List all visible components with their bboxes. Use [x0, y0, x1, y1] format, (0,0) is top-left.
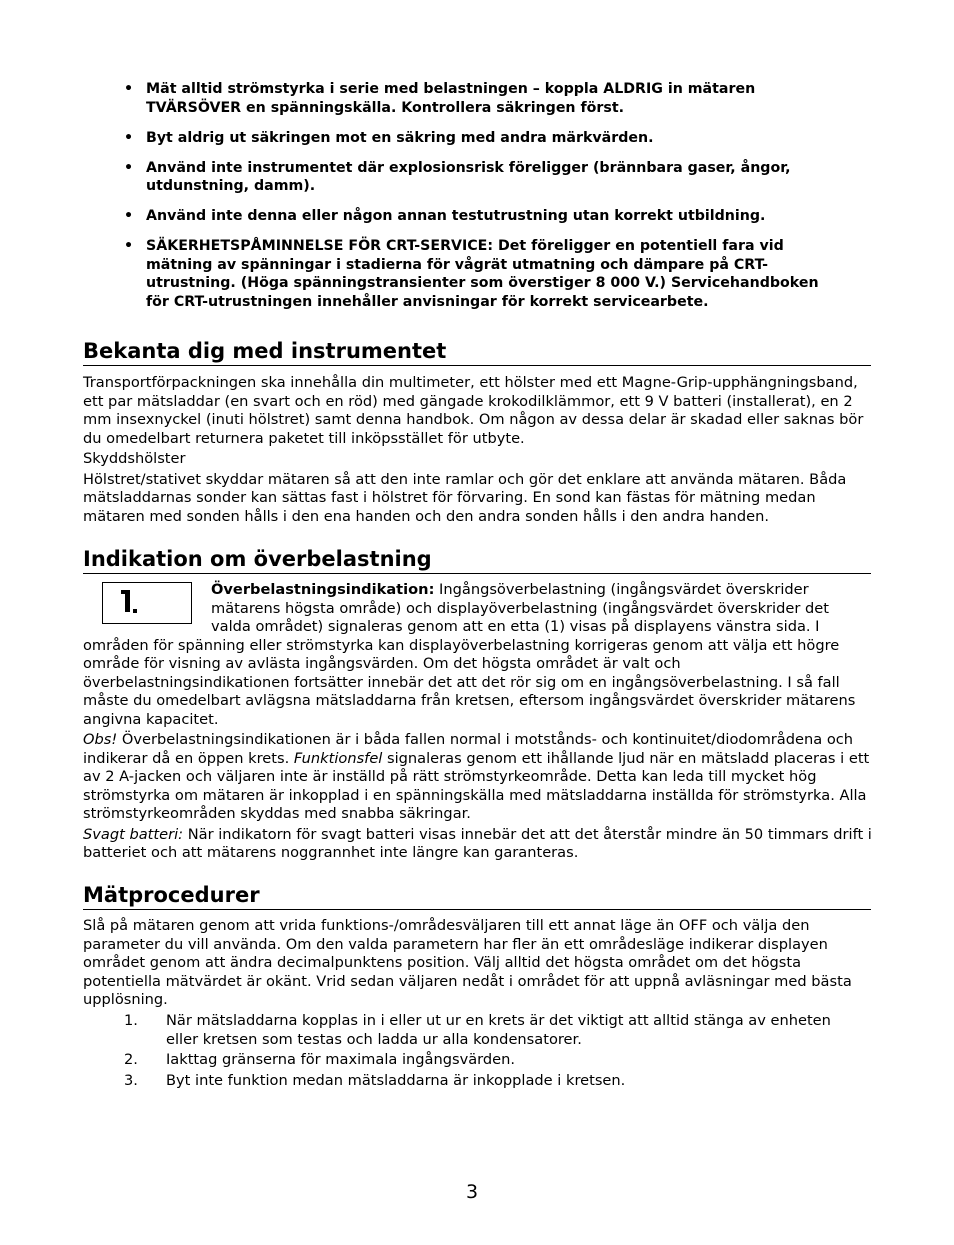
paragraph-overload: Överbelastningsindikation: Ingångsöverbelastning (ingångsvärdet överskrider mätarens högsta område) och displayöverbelastning (ingångsvärdet överskrider det valda området) signaleras genom att en etta (1) visas på displayens vänstra sida. I områden för spänning eller strömstyrka kan displayöverbelastning korrigeras genom att välja ett högre område för visning av avlästa ingångsvärden. Om det högsta området är valt och överbelastningsindikationen fortsätter innebär det att det rör sig om en ingångsöverbelastning. I så fall måste du omedelbart avlägsna mätsladdarna från kretsen, eftersom ingångsvärdet överskrider mätarens angivna kapacitet.: [83, 581, 856, 728]
section-heading-instrument: Bekanta dig med instrumentet: [83, 338, 871, 366]
paragraph-low-battery: Svagt batteri: När indikatorn för svagt batteri visas innebär det att det återstår mindre än 50 timmars drift i batteriet och att mätarens noggrannhet inte längre kan garanteras.: [83, 825, 872, 861]
safety-bullet-list: [124, 80, 844, 323]
safety-bullet: • Använd inte instrumentet där explosionsrisk föreligger (brännbara gaser, ångor, utdunstning, damm).: [124, 159, 791, 194]
procedure-step: 3. Byt inte funktion medan mätsladdarna är inkopplade i kretsen.: [124, 1071, 626, 1089]
section-body-procedures: [83, 917, 873, 1010]
bullet-symbol: •: [124, 159, 134, 176]
procedure-step: 2. Iakttag gränserna för maximala ingångsvärden.: [124, 1051, 516, 1068]
bullet-symbol: •: [124, 208, 134, 224]
section-heading-overload: Indikation om överbelastning: [83, 546, 871, 574]
subheading-holster: Skyddshölster: [83, 450, 186, 467]
procedure-step-list: [124, 1012, 864, 1092]
section-heading-procedures: Mätprocedurer: [83, 882, 871, 910]
procedure-step: 1. När mätsladdarna kopplas in i eller ut ur en krets är det viktigt att alltid stänga av enheten eller kretsen som testas och ladda ur alla kondensatorer.: [124, 1012, 831, 1048]
section-body-overload: [83, 581, 873, 863]
step-number: 2.: [124, 1051, 138, 1068]
section-body-instrument: [83, 374, 873, 526]
malfunction-label: Funktionsfel: [293, 749, 383, 767]
paragraph-package-contents: Transportförpackningen ska innehålla din multimeter, ett hölster med ett Magne-Grip-upphängningsband, ett par mätsladdar (en svart och en röd) med gängade krokodilklämmor, ett 9 V batteri (installerat), en 2 mm insexnyckel (inuti hölstret) samt denna handbok. Om någon av dessa delar är skadad eller saknas bör du omedelbart returnera paketet till inköpsstället för utbyte.: [83, 374, 864, 447]
safety-bullet: • Mät alltid strömstyrka i serie med belastningen – koppla ALDRIG in mätaren TVÄRSÖVER en spänningskälla. Kontrollera säkringen först.: [124, 81, 756, 116]
safety-bullet: • Använd inte denna eller någon annan testutrustning utan korrekt utbildning.: [124, 208, 766, 224]
step-number: 3.: [124, 1071, 138, 1089]
note-label: Obs!: [83, 731, 118, 748]
low-battery-label: Svagt batteri:: [83, 825, 184, 843]
page-number: 3: [466, 1181, 479, 1203]
step-number: 1.: [124, 1012, 138, 1029]
paragraph-note: Obs! Överbelastningsindikationen är i båda fallen normal i motstånds- och kontinuitet/diodområdena och indikerar då en öppen krets. Funktionsfel signaleras genom ett ihållande ljud när en mätsladd placeras i ett av 2 A-jacken och väljaren inte är inställd på rätt strömstyrkeområde. Detta kan leda till mycket hög strömstyrka om mätaren är inkopplad i en spänningskälla med mätsladdarna inställda för strömstyrka. Alla strömstyrkeområden skyddas med snabba säkringar.: [83, 731, 870, 822]
bullet-symbol: •: [124, 129, 134, 146]
overload-lead-label: Överbelastningsindikation:: [211, 581, 435, 598]
safety-bullet: • SÄKERHETSPÅMINNELSE FÖR CRT-SERVICE: Det föreligger en potentiell fara vid mätning av spänningar i stadierna för vågrät utmatning och dämpare på CRT-utrustning. (Höga spänningstransienter som överstiger 8 000 V.) Servicehandboken för CRT-utrustningen innehåller anvisningar för korrekt servicearbete.: [124, 238, 819, 310]
safety-bullet: • Byt aldrig ut säkringen mot en säkring med andra märkvärden.: [124, 129, 654, 146]
lcd-float-spacer: [83, 581, 211, 626]
paragraph-procedures: Slå på mätaren genom att vrida funktions-/områdesväljaren till ett annat läge än OFF och välja den parameter du vill använda. Om den valda parametern har fler än ett områdesläge indikerar displayen området genom att ändra decimalpunktens position. Välj alltid det högsta området om det högsta potentiella mätvärdet är okänt. Vrid sedan väljaren nedåt i området för att uppnå avläsningar med bästa upplösning.: [83, 917, 852, 1008]
paragraph-holster: Hölstret/stativet skyddar mätaren så att den inte ramlar och gör det enklare att använda mätaren. Båda mätsladdarnas sonder kan sättas fast i hölstret för förvaring. En sond kan fästas för mätning medan mätaren med sonden hålls i den ena handen och den andra sonden hålls i den andra handen.: [83, 470, 847, 525]
bullet-symbol: •: [124, 238, 134, 254]
bullet-symbol: •: [124, 81, 134, 97]
